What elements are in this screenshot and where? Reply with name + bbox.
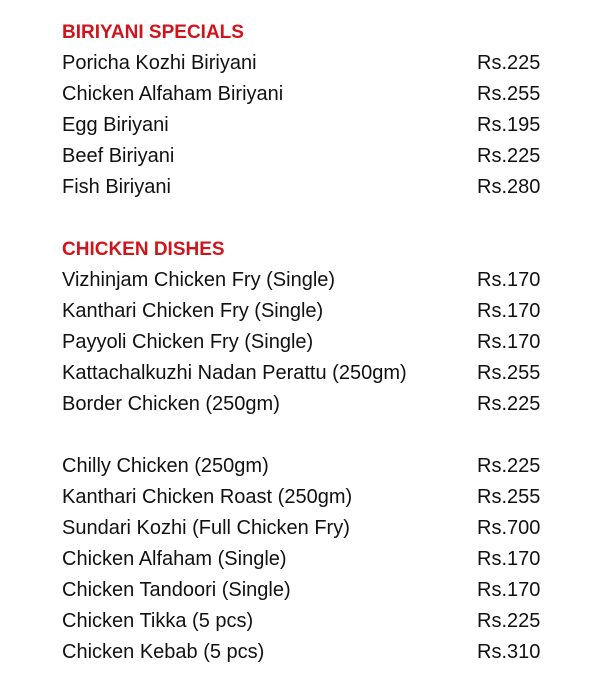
- menu-item-price: Rs.170: [477, 269, 541, 291]
- menu-item-name: Egg Biriyani: [62, 114, 169, 136]
- menu-item: [62, 48, 562, 79]
- menu-item-price: Rs.255: [477, 486, 541, 508]
- menu-item-price: Rs.170: [477, 548, 541, 570]
- menu-item-price: Rs.700: [477, 517, 541, 539]
- section-spacer: [62, 203, 562, 234]
- menu-item-name: Chicken Alfaham (Single): [62, 548, 287, 570]
- menu-item-price: Rs.170: [477, 300, 541, 322]
- menu-item: [62, 265, 562, 296]
- menu-item-price: Rs.225: [477, 455, 541, 477]
- menu-item-price: Rs.255: [477, 362, 541, 384]
- menu-item-name: Border Chicken (250gm): [62, 393, 280, 415]
- menu-item-name: Vizhinjam Chicken Fry (Single): [62, 269, 336, 291]
- menu-item-name: Chicken Alfaham Biriyani: [62, 83, 284, 105]
- section-spacer: [62, 420, 562, 451]
- menu-item-name: Fish Biriyani: [62, 176, 171, 198]
- menu-item-name: Kanthari Chicken Roast (250gm): [62, 486, 353, 508]
- menu-item-name: Chicken Kebab (5 pcs): [62, 641, 265, 663]
- menu-item: [62, 172, 562, 203]
- section-heading: BIRIYANI SPECIALS: [62, 22, 244, 43]
- menu-item-name: Payyoli Chicken Fry (Single): [62, 331, 314, 353]
- menu-item-name: Beef Biriyani: [62, 145, 175, 167]
- menu-item: [62, 451, 562, 482]
- menu-item: [62, 575, 562, 606]
- menu-item-price: Rs.225: [477, 393, 541, 415]
- menu-item-price: Rs.280: [477, 176, 541, 198]
- menu-item-price: Rs.310: [477, 641, 541, 663]
- menu-item: [62, 327, 562, 358]
- menu-item-price: Rs.170: [477, 579, 541, 601]
- menu-item-price: Rs.170: [477, 331, 541, 353]
- menu-item: [62, 637, 562, 668]
- menu-item-name: Sundari Kozhi (Full Chicken Fry): [62, 517, 350, 539]
- menu-item-name: Chicken Tandoori (Single): [62, 579, 291, 601]
- menu-item-price: Rs.195: [477, 114, 541, 136]
- menu-item: [62, 513, 562, 544]
- menu-item: [62, 358, 562, 389]
- menu-item-price: Rs.255: [477, 83, 541, 105]
- menu-item-price: Rs.225: [477, 52, 541, 74]
- section-heading: CHICKEN DISHES: [62, 239, 225, 260]
- menu-item-name: Chicken Tikka (5 pcs): [62, 610, 254, 632]
- menu: [62, 17, 562, 668]
- menu-item: [62, 296, 562, 327]
- menu-item-price: Rs.225: [477, 610, 541, 632]
- menu-item-name: Chilly Chicken (250gm): [62, 455, 269, 477]
- menu-item: [62, 606, 562, 637]
- menu-item-name: Kattachalkuzhi Nadan Perattu (250gm): [62, 362, 407, 384]
- menu-item-price: Rs.225: [477, 145, 541, 167]
- menu-item: [62, 79, 562, 110]
- menu-item: [62, 544, 562, 575]
- menu-item: [62, 141, 562, 172]
- menu-item: [62, 110, 562, 141]
- menu-item: [62, 389, 562, 420]
- menu-item: [62, 482, 562, 513]
- menu-item-name: Poricha Kozhi Biriyani: [62, 52, 257, 74]
- menu-item-name: Kanthari Chicken Fry (Single): [62, 300, 324, 322]
